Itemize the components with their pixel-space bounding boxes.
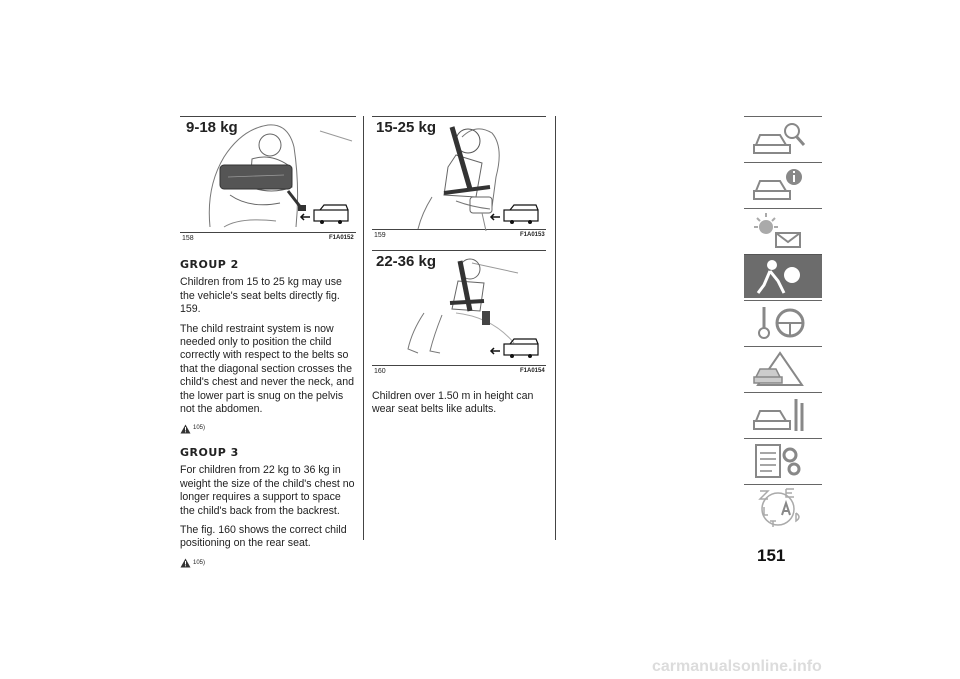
car-service-tools-icon [750, 395, 812, 435]
safety-seat-airbag-icon [750, 257, 812, 297]
group-3-paragraph-2: The fig. 160 shows the correct child positioning on the rear seat. [180, 523, 347, 550]
warning-reference: 105) [193, 425, 206, 432]
group-3-paragraph-1: For children from 22 kg to 36 kg in weight the size of the child's chest no longer requires a support to space the child's back from the backrest. [180, 464, 355, 517]
group-2-warning [180, 422, 356, 435]
column-divider [363, 116, 364, 540]
figure-weight-label: 9-18 kg [186, 119, 238, 136]
warning-reference: 105) [193, 559, 206, 566]
group-3-heading: GROUP 3 [180, 445, 239, 459]
figure-158 [180, 116, 356, 242]
figure-code: F1A0154 [520, 368, 545, 374]
warning-triangle-icon [180, 558, 191, 568]
warning-triangle-icon [180, 424, 191, 434]
figure-code: F1A0153 [520, 232, 545, 238]
adult-belt-paragraph: Children over 1.50 m in height can wear seat belts like adults. [372, 390, 534, 416]
van-direction-icon [180, 117, 356, 234]
group-2-paragraph-2: The child restraint system is now needed only to position the child correctly with respect to the belts so that the diagonal section crosses the child's chest and never the neck, and the lower part is snug on the pelvis not the abdomen. [180, 322, 354, 416]
figure-number: 160 [374, 368, 386, 375]
group-3-warning [180, 557, 356, 570]
car-breakdown-icon [750, 349, 812, 389]
left-column [180, 258, 356, 580]
watermark: carmanualsonline.info [652, 658, 822, 675]
document-gear-icon [750, 441, 812, 481]
car-info-icon [750, 165, 812, 205]
tab-getting-to-know[interactable] [744, 116, 822, 160]
tab-emergency[interactable] [744, 346, 822, 390]
right-column [372, 390, 548, 423]
figure-number: 158 [182, 235, 194, 242]
group-2-paragraph-1: Children from 15 to 25 kg may use the vehicle's seat belts directly fig. 159. [180, 276, 342, 316]
van-direction-icon [372, 117, 546, 231]
figure-159 [372, 116, 546, 239]
chapter-tabs [744, 116, 822, 530]
tab-technical-data[interactable] [744, 438, 822, 482]
car-search-icon [750, 119, 812, 159]
page-number: 151 [757, 546, 786, 565]
tab-warning-lights[interactable] [744, 208, 822, 252]
van-direction-icon [372, 251, 546, 367]
column-divider [555, 116, 556, 540]
tab-index[interactable] [744, 484, 822, 528]
tab-starting-driving[interactable] [744, 300, 822, 344]
figure-code: F1A0152 [329, 235, 354, 241]
figure-160 [372, 250, 546, 375]
alphabetical-index-icon [750, 487, 812, 527]
tab-safety[interactable] [744, 254, 822, 298]
tab-instrument-panel[interactable] [744, 162, 822, 206]
tab-servicing[interactable] [744, 392, 822, 436]
figure-number: 159 [374, 232, 386, 239]
figure-weight-label: 22-36 kg [376, 253, 437, 270]
group-2-heading: GROUP 2 [180, 258, 239, 271]
key-steering-wheel-icon [750, 303, 812, 343]
warning-light-message-icon [750, 211, 812, 251]
figure-weight-label: 15-25 kg [376, 119, 437, 136]
